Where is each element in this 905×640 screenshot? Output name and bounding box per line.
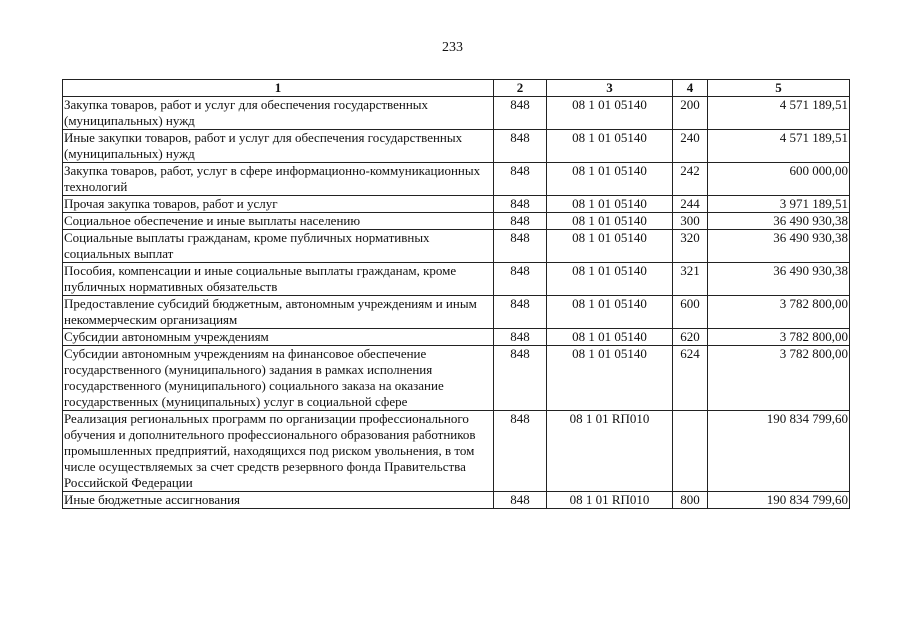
row-ministry-code: 848 xyxy=(494,263,547,296)
row-ministry-code: 848 xyxy=(494,213,547,230)
row-ministry-code: 848 xyxy=(494,329,547,346)
row-expense-type: 240 xyxy=(673,130,708,163)
row-amount: 4 571 189,51 xyxy=(708,97,850,130)
table-row xyxy=(63,130,850,163)
row-expense-type: 242 xyxy=(673,163,708,196)
row-target-code: 08 1 01 05140 xyxy=(547,296,673,329)
row-name: Реализация региональных программ по организации профессионального обучения и дополнительного профессионального образования работников промышленных предприятий, находящихся под риском увольнения, в том числе осуществляемых за счет средств резервного фонда Правительства Российской Федерации xyxy=(63,411,494,492)
row-name: Прочая закупка товаров, работ и услуг xyxy=(63,196,494,213)
row-expense-type: 300 xyxy=(673,213,708,230)
row-ministry-code: 848 xyxy=(494,296,547,329)
row-name: Субсидии автономным учреждениям xyxy=(63,329,494,346)
row-amount: 190 834 799,60 xyxy=(708,492,850,509)
header-col-4: 4 xyxy=(673,80,708,97)
row-ministry-code: 848 xyxy=(494,346,547,411)
row-expense-type: 320 xyxy=(673,230,708,263)
row-expense-type: 624 xyxy=(673,346,708,411)
table-header-row xyxy=(63,80,850,97)
row-amount: 600 000,00 xyxy=(708,163,850,196)
header-col-1: 1 xyxy=(63,80,494,97)
row-target-code: 08 1 01 05140 xyxy=(547,329,673,346)
row-amount: 3 971 189,51 xyxy=(708,196,850,213)
row-ministry-code: 848 xyxy=(494,411,547,492)
row-target-code: 08 1 01 05140 xyxy=(547,230,673,263)
row-ministry-code: 848 xyxy=(494,97,547,130)
row-expense-type: 620 xyxy=(673,329,708,346)
table-row xyxy=(63,411,850,492)
row-amount: 3 782 800,00 xyxy=(708,346,850,411)
row-target-code: 08 1 01 05140 xyxy=(547,130,673,163)
row-expense-type: 600 xyxy=(673,296,708,329)
row-target-code: 08 1 01 05140 xyxy=(547,263,673,296)
table-row xyxy=(63,163,850,196)
row-expense-type: 244 xyxy=(673,196,708,213)
row-target-code: 08 1 01 05140 xyxy=(547,97,673,130)
row-target-code: 08 1 01 05140 xyxy=(547,196,673,213)
row-ministry-code: 848 xyxy=(494,492,547,509)
row-ministry-code: 848 xyxy=(494,196,547,213)
row-name: Субсидии автономным учреждениям на финансовое обеспечение государственного (муниципального) задания в рамках исполнения государственного (муниципального) социального заказа на оказание государственных (муниципальных) услуг в социальной сфере xyxy=(63,346,494,411)
row-amount: 36 490 930,38 xyxy=(708,230,850,263)
row-ministry-code: 848 xyxy=(494,130,547,163)
row-amount: 3 782 800,00 xyxy=(708,296,850,329)
row-target-code: 08 1 01 05140 xyxy=(547,346,673,411)
row-target-code: 08 1 01 05140 xyxy=(547,213,673,230)
page-number: 233 xyxy=(442,40,463,55)
row-name: Социальное обеспечение и иные выплаты населению xyxy=(63,213,494,230)
table-row xyxy=(63,263,850,296)
table-row xyxy=(63,492,850,509)
header-col-5: 5 xyxy=(708,80,850,97)
row-amount: 3 782 800,00 xyxy=(708,329,850,346)
row-name: Иные закупки товаров, работ и услуг для обеспечения государственных (муниципальных) нужд xyxy=(63,130,494,163)
header-col-2: 2 xyxy=(494,80,547,97)
row-name: Закупка товаров, работ и услуг для обеспечения государственных (муниципальных) нужд xyxy=(63,97,494,130)
row-target-code: 08 1 01 RП010 xyxy=(547,411,673,492)
table-row xyxy=(63,346,850,411)
table-body xyxy=(63,97,850,509)
row-target-code: 08 1 01 05140 xyxy=(547,163,673,196)
row-expense-type xyxy=(673,411,708,492)
table-row xyxy=(63,213,850,230)
row-ministry-code: 848 xyxy=(494,163,547,196)
row-amount: 36 490 930,38 xyxy=(708,263,850,296)
budget-table xyxy=(62,79,850,509)
row-name: Предоставление субсидий бюджетным, автономным учреждениям и иным некоммерческим организациям xyxy=(63,296,494,329)
header-col-3: 3 xyxy=(547,80,673,97)
row-ministry-code: 848 xyxy=(494,230,547,263)
row-target-code: 08 1 01 RП010 xyxy=(547,492,673,509)
table-row xyxy=(63,230,850,263)
row-amount: 36 490 930,38 xyxy=(708,213,850,230)
row-expense-type: 200 xyxy=(673,97,708,130)
row-name: Пособия, компенсации и иные социальные выплаты гражданам, кроме публичных нормативных обязательств xyxy=(63,263,494,296)
row-name: Закупка товаров, работ, услуг в сфере информационно-коммуникационных технологий xyxy=(63,163,494,196)
row-name: Социальные выплаты гражданам, кроме публичных нормативных социальных выплат xyxy=(63,230,494,263)
row-name: Иные бюджетные ассигнования xyxy=(63,492,494,509)
table-row xyxy=(63,329,850,346)
row-amount: 190 834 799,60 xyxy=(708,411,850,492)
table-row xyxy=(63,196,850,213)
table-row xyxy=(63,97,850,130)
row-expense-type: 321 xyxy=(673,263,708,296)
row-amount: 4 571 189,51 xyxy=(708,130,850,163)
row-expense-type: 800 xyxy=(673,492,708,509)
table-row xyxy=(63,296,850,329)
